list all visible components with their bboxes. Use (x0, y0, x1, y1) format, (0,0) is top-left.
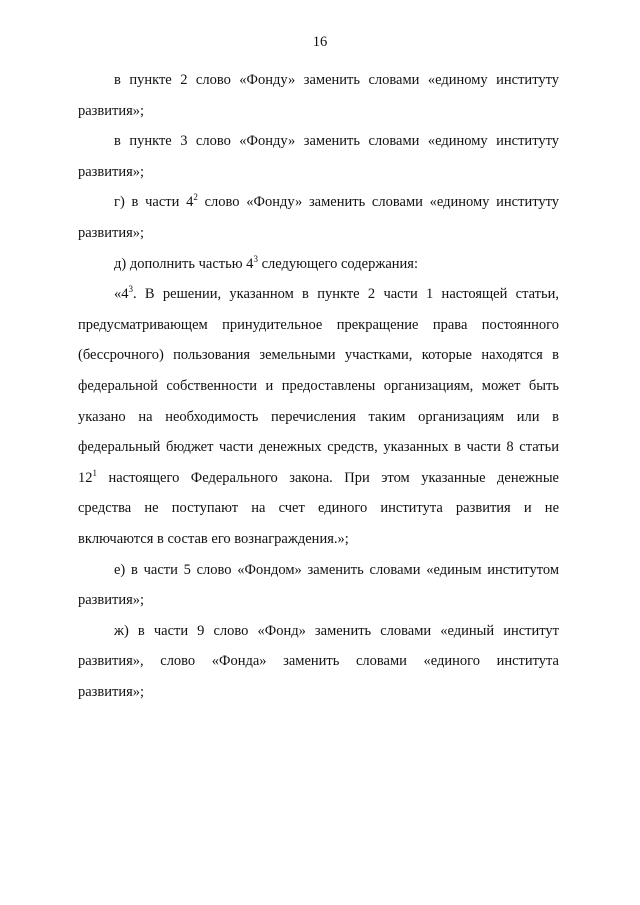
paragraph-2-line-1: в пункте 3 слово «Фонду» заменить словами «единому институту (114, 133, 559, 150)
paragraph-5-line-8: средства не поступают на счет единого института развития и не (78, 500, 559, 517)
superscript: 3 (128, 284, 133, 295)
paragraph-5-line-1 (78, 279, 559, 310)
paragraph-5-line-9: включаются в состав его вознаграждения.»; (78, 530, 349, 547)
paragraph-5-line-2: предусматривающем принудительное прекращение права постоянного (78, 316, 559, 333)
paragraph-2-line-2: развития»; (78, 163, 145, 180)
paragraph-4-text-a: д) дополнить частью 4 (114, 255, 254, 272)
paragraph-7-line-2: развития», слово «Фонда» заменить словами «единого института (78, 653, 559, 670)
paragraph-4-text-b: следующего содержания: (257, 255, 419, 272)
paragraph-5-line-6: федеральный бюджет части денежных средств, указанных в части 8 статьи (78, 439, 559, 456)
paragraph-5-text-a: «4 (114, 286, 129, 303)
paragraph-3-text-b: слово «Фонду» заменить словами «единому институту (197, 194, 559, 211)
paragraph-3-line-2: развития»; (78, 224, 145, 241)
paragraph-5-line-3: (бессрочного) пользования земельными участками, которые находятся в (78, 347, 559, 364)
paragraph-5-line-4: федеральной собственности и предоставлены организациям, может быть (78, 377, 559, 394)
paragraph-5-text-c: 12 (78, 469, 93, 486)
document-body (78, 65, 559, 707)
paragraph-5-text-b: . В решении, указанном в пункте 2 части 1 настоящей статьи, (133, 286, 559, 303)
paragraph-6-line-1: е) в части 5 слово «Фондом» заменить словами «единым институтом (114, 561, 559, 578)
paragraph-3-line-1 (78, 187, 559, 218)
paragraph-6 (78, 555, 559, 616)
paragraph-7-line-1: ж) в части 9 слово «Фонд» заменить словами «единый институт (114, 622, 559, 639)
paragraph-3 (78, 187, 559, 248)
paragraph-5-line-7 (78, 463, 559, 494)
paragraph-4-line-1 (78, 249, 559, 280)
paragraph-5-line-5: указано на необходимость перечисления таким организациям или в (78, 408, 559, 425)
paragraph-7-line-3: развития»; (78, 683, 145, 700)
paragraph-1-line-1: в пункте 2 слово «Фонду» заменить словами «единому институту (114, 72, 559, 88)
paragraph-2 (78, 126, 559, 187)
paragraph-7 (78, 616, 559, 708)
superscript: 1 (92, 467, 97, 478)
paragraph-6-line-2: развития»; (78, 592, 145, 609)
paragraph-3-text-a: г) в части 4 (114, 194, 194, 211)
superscript: 3 (253, 253, 258, 264)
paragraph-5 (78, 279, 559, 554)
paragraph-5-text-d: настоящего Федерального закона. При этом указанные денежные (97, 469, 559, 486)
paragraph-1-line-2: развития»; (78, 102, 145, 119)
paragraph-4 (78, 249, 559, 280)
page-number: 16 (312, 34, 328, 50)
superscript: 2 (193, 192, 198, 203)
paragraph-1 (78, 65, 559, 126)
